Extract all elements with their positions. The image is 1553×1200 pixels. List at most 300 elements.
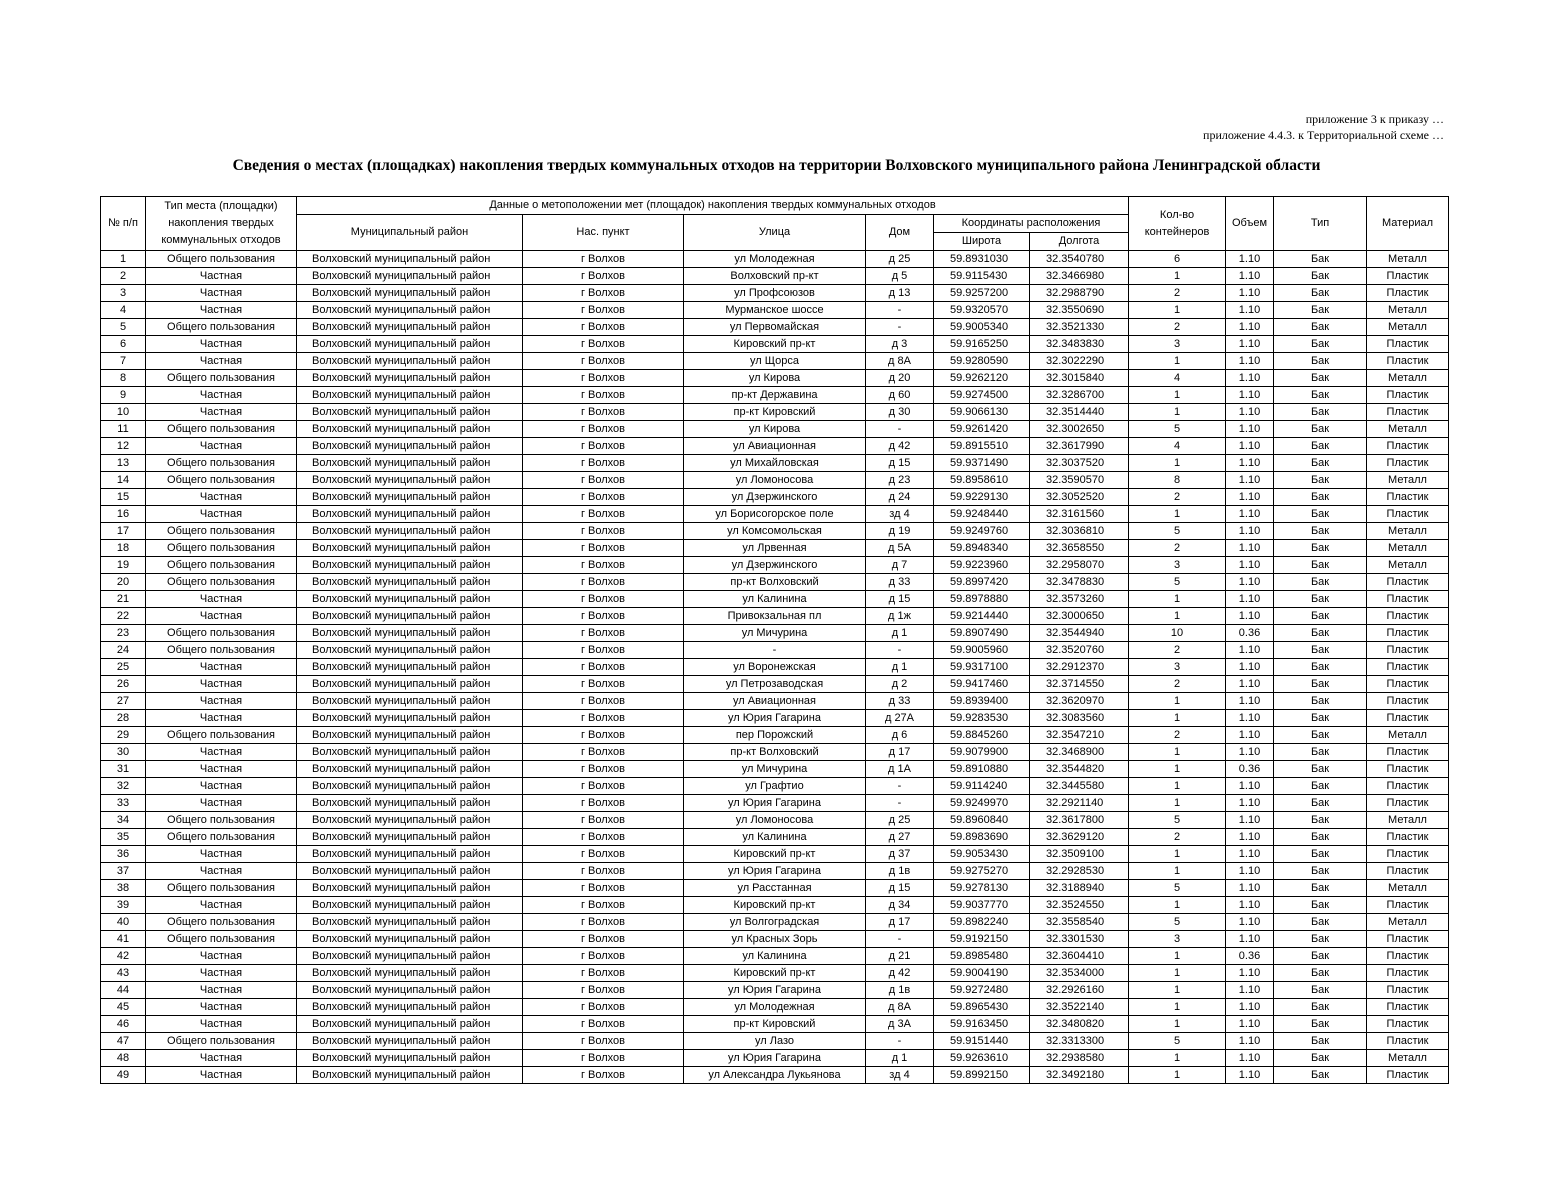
cell-street: Привокзальная пл bbox=[684, 608, 866, 625]
cell-settlement: г Волхов bbox=[523, 251, 684, 268]
cell-container-count: 1 bbox=[1129, 761, 1226, 778]
cell-longitude: 32.3629120 bbox=[1030, 829, 1129, 846]
cell-volume: 1.10 bbox=[1226, 302, 1274, 319]
cell-volume: 1.10 bbox=[1226, 421, 1274, 438]
cell-settlement: г Волхов bbox=[523, 387, 684, 404]
cell-house: д 1 bbox=[866, 1050, 934, 1067]
cell-settlement: г Волхов bbox=[523, 965, 684, 982]
cell-volume: 1.10 bbox=[1226, 319, 1274, 336]
cell-street: ул Красных Зорь bbox=[684, 931, 866, 948]
cell-container-count: 3 bbox=[1129, 931, 1226, 948]
cell-container-count: 1 bbox=[1129, 608, 1226, 625]
cell-num: 23 bbox=[101, 625, 146, 642]
cell-volume: 1.10 bbox=[1226, 540, 1274, 557]
cell-street: ул Первомайская bbox=[684, 319, 866, 336]
cell-longitude: 32.3521330 bbox=[1030, 319, 1129, 336]
cell-district: Волховский муниципальный район bbox=[297, 897, 523, 914]
cell-site-type: Частная bbox=[146, 1067, 297, 1084]
cell-container-count: 2 bbox=[1129, 285, 1226, 302]
cell-num: 14 bbox=[101, 472, 146, 489]
cell-volume: 1.10 bbox=[1226, 370, 1274, 387]
cell-district: Волховский муниципальный район bbox=[297, 472, 523, 489]
cell-latitude: 59.9275270 bbox=[934, 863, 1030, 880]
cell-district: Волховский муниципальный район bbox=[297, 506, 523, 523]
cell-latitude: 59.9079900 bbox=[934, 744, 1030, 761]
cell-kind: Бак bbox=[1274, 812, 1367, 829]
cell-longitude: 32.2926160 bbox=[1030, 982, 1129, 999]
cell-material: Пластик bbox=[1367, 795, 1449, 812]
cell-street: ул Молодежная bbox=[684, 999, 866, 1016]
cell-longitude: 32.3466980 bbox=[1030, 268, 1129, 285]
cell-settlement: г Волхов bbox=[523, 710, 684, 727]
table-row bbox=[101, 302, 1449, 319]
cell-district: Волховский муниципальный район bbox=[297, 1067, 523, 1084]
cell-container-count: 4 bbox=[1129, 370, 1226, 387]
cell-container-count: 2 bbox=[1129, 642, 1226, 659]
cell-kind: Бак bbox=[1274, 489, 1367, 506]
cell-volume: 1.10 bbox=[1226, 387, 1274, 404]
cell-volume: 1.10 bbox=[1226, 710, 1274, 727]
cell-latitude: 59.9151440 bbox=[934, 1033, 1030, 1050]
cell-house: д 13 bbox=[866, 285, 934, 302]
cell-material: Пластик bbox=[1367, 965, 1449, 982]
cell-volume: 1.10 bbox=[1226, 897, 1274, 914]
cell-longitude: 32.3445580 bbox=[1030, 778, 1129, 795]
cell-volume: 1.10 bbox=[1226, 863, 1274, 880]
cell-longitude: 32.3558540 bbox=[1030, 914, 1129, 931]
table-row bbox=[101, 965, 1449, 982]
cell-volume: 1.10 bbox=[1226, 591, 1274, 608]
cell-district: Волховский муниципальный район bbox=[297, 982, 523, 999]
cell-house: д 60 bbox=[866, 387, 934, 404]
cell-longitude: 32.3015840 bbox=[1030, 370, 1129, 387]
table-row bbox=[101, 370, 1449, 387]
cell-street: пер Порожский bbox=[684, 727, 866, 744]
cell-site-type: Частная bbox=[146, 965, 297, 982]
cell-site-type: Общего пользования bbox=[146, 319, 297, 336]
cell-latitude: 59.8948340 bbox=[934, 540, 1030, 557]
cell-longitude: 32.3483830 bbox=[1030, 336, 1129, 353]
cell-settlement: г Волхов bbox=[523, 744, 684, 761]
cell-material: Пластик bbox=[1367, 829, 1449, 846]
cell-house: д 1А bbox=[866, 761, 934, 778]
cell-house: д 33 bbox=[866, 693, 934, 710]
cell-num: 40 bbox=[101, 914, 146, 931]
cell-district: Волховский муниципальный район bbox=[297, 676, 523, 693]
cell-volume: 1.10 bbox=[1226, 829, 1274, 846]
cell-num: 11 bbox=[101, 421, 146, 438]
cell-district: Волховский муниципальный район bbox=[297, 795, 523, 812]
cell-material: Пластик bbox=[1367, 931, 1449, 948]
cell-settlement: г Волхов bbox=[523, 574, 684, 591]
cell-site-type: Частная bbox=[146, 999, 297, 1016]
cell-num: 9 bbox=[101, 387, 146, 404]
cell-volume: 1.10 bbox=[1226, 1033, 1274, 1050]
table-row bbox=[101, 846, 1449, 863]
cell-material: Пластик bbox=[1367, 761, 1449, 778]
cell-kind: Бак bbox=[1274, 557, 1367, 574]
table-row bbox=[101, 999, 1449, 1016]
table-row bbox=[101, 591, 1449, 608]
cell-district: Волховский муниципальный район bbox=[297, 948, 523, 965]
cell-kind: Бак bbox=[1274, 1033, 1367, 1050]
cell-settlement: г Волхов bbox=[523, 880, 684, 897]
cell-site-type: Частная bbox=[146, 336, 297, 353]
cell-container-count: 1 bbox=[1129, 863, 1226, 880]
cell-container-count: 1 bbox=[1129, 1050, 1226, 1067]
cell-street: пр-кт Волховский bbox=[684, 744, 866, 761]
cell-container-count: 3 bbox=[1129, 557, 1226, 574]
cell-district: Волховский муниципальный район bbox=[297, 1016, 523, 1033]
cell-settlement: г Волхов bbox=[523, 829, 684, 846]
cell-material: Пластик bbox=[1367, 387, 1449, 404]
cell-kind: Бак bbox=[1274, 251, 1367, 268]
cell-latitude: 59.9249760 bbox=[934, 523, 1030, 540]
cell-street: ул Лазо bbox=[684, 1033, 866, 1050]
cell-latitude: 59.8997420 bbox=[934, 574, 1030, 591]
table-row bbox=[101, 574, 1449, 591]
table-row bbox=[101, 710, 1449, 727]
cell-latitude: 59.9262120 bbox=[934, 370, 1030, 387]
cell-container-count: 1 bbox=[1129, 965, 1226, 982]
cell-district: Волховский муниципальный район bbox=[297, 727, 523, 744]
cell-settlement: г Волхов bbox=[523, 778, 684, 795]
cell-site-type: Общего пользования bbox=[146, 880, 297, 897]
cell-latitude: 59.8983690 bbox=[934, 829, 1030, 846]
cell-material: Пластик bbox=[1367, 676, 1449, 693]
cell-longitude: 32.3617800 bbox=[1030, 812, 1129, 829]
cell-num: 36 bbox=[101, 846, 146, 863]
cell-site-type: Частная bbox=[146, 982, 297, 999]
cell-longitude: 32.3658550 bbox=[1030, 540, 1129, 557]
cell-house: д 15 bbox=[866, 880, 934, 897]
cell-num: 17 bbox=[101, 523, 146, 540]
cell-street: ул Ломоносова bbox=[684, 472, 866, 489]
cell-container-count: 1 bbox=[1129, 778, 1226, 795]
cell-longitude: 32.3520760 bbox=[1030, 642, 1129, 659]
cell-kind: Бак bbox=[1274, 472, 1367, 489]
table-row bbox=[101, 693, 1449, 710]
cell-volume: 1.10 bbox=[1226, 336, 1274, 353]
cell-latitude: 59.8965430 bbox=[934, 999, 1030, 1016]
cell-material: Пластик bbox=[1367, 625, 1449, 642]
cell-volume: 1.10 bbox=[1226, 676, 1274, 693]
table-row bbox=[101, 336, 1449, 353]
cell-longitude: 32.3161560 bbox=[1030, 506, 1129, 523]
cell-volume: 1.10 bbox=[1226, 557, 1274, 574]
cell-num: 4 bbox=[101, 302, 146, 319]
cell-house: д 25 bbox=[866, 812, 934, 829]
cell-house: д 21 bbox=[866, 948, 934, 965]
cell-district: Волховский муниципальный район bbox=[297, 829, 523, 846]
cell-volume: 1.10 bbox=[1226, 880, 1274, 897]
cell-num: 31 bbox=[101, 761, 146, 778]
cell-street: Кировский пр-кт bbox=[684, 897, 866, 914]
cell-material: Пластик bbox=[1367, 506, 1449, 523]
cell-latitude: 59.9257200 bbox=[934, 285, 1030, 302]
cell-site-type: Общего пользования bbox=[146, 1033, 297, 1050]
cell-num: 45 bbox=[101, 999, 146, 1016]
cell-kind: Бак bbox=[1274, 336, 1367, 353]
cell-settlement: г Волхов bbox=[523, 1050, 684, 1067]
cell-street: ул Кирова bbox=[684, 421, 866, 438]
cell-volume: 1.10 bbox=[1226, 642, 1274, 659]
cell-material: Пластик bbox=[1367, 846, 1449, 863]
cell-num: 27 bbox=[101, 693, 146, 710]
cell-house: д 2 bbox=[866, 676, 934, 693]
cell-kind: Бак bbox=[1274, 693, 1367, 710]
cell-volume: 1.10 bbox=[1226, 455, 1274, 472]
waste-sites-table bbox=[100, 196, 1449, 1084]
cell-container-count: 4 bbox=[1129, 438, 1226, 455]
cell-volume: 1.10 bbox=[1226, 999, 1274, 1016]
cell-longitude: 32.3036810 bbox=[1030, 523, 1129, 540]
cell-num: 28 bbox=[101, 710, 146, 727]
cell-district: Волховский муниципальный район bbox=[297, 438, 523, 455]
cell-site-type: Общего пользования bbox=[146, 812, 297, 829]
cell-volume: 1.10 bbox=[1226, 489, 1274, 506]
cell-latitude: 59.9320570 bbox=[934, 302, 1030, 319]
cell-site-type: Частная bbox=[146, 268, 297, 285]
cell-settlement: г Волхов bbox=[523, 1033, 684, 1050]
cell-volume: 1.10 bbox=[1226, 693, 1274, 710]
table-row bbox=[101, 455, 1449, 472]
cell-num: 46 bbox=[101, 1016, 146, 1033]
cell-settlement: г Волхов bbox=[523, 761, 684, 778]
cell-kind: Бак bbox=[1274, 574, 1367, 591]
cell-latitude: 59.9214440 bbox=[934, 608, 1030, 625]
cell-longitude: 32.3468900 bbox=[1030, 744, 1129, 761]
cell-latitude: 59.9004190 bbox=[934, 965, 1030, 982]
cell-latitude: 59.8907490 bbox=[934, 625, 1030, 642]
cell-container-count: 1 bbox=[1129, 795, 1226, 812]
cell-site-type: Частная bbox=[146, 302, 297, 319]
cell-latitude: 59.9163450 bbox=[934, 1016, 1030, 1033]
cell-container-count: 1 bbox=[1129, 268, 1226, 285]
cell-longitude: 32.3037520 bbox=[1030, 455, 1129, 472]
cell-street: ул Петрозаводская bbox=[684, 676, 866, 693]
table-row bbox=[101, 489, 1449, 506]
cell-material: Пластик bbox=[1367, 693, 1449, 710]
cell-settlement: г Волхов bbox=[523, 659, 684, 676]
cell-container-count: 1 bbox=[1129, 897, 1226, 914]
cell-longitude: 32.3524550 bbox=[1030, 897, 1129, 914]
cell-material: Пластик bbox=[1367, 489, 1449, 506]
cell-house: - bbox=[866, 319, 934, 336]
cell-house: д 15 bbox=[866, 591, 934, 608]
cell-container-count: 2 bbox=[1129, 540, 1226, 557]
cell-settlement: г Волхов bbox=[523, 846, 684, 863]
cell-street: ул Волгоградская bbox=[684, 914, 866, 931]
cell-material: Пластик bbox=[1367, 863, 1449, 880]
cell-site-type: Общего пользования bbox=[146, 931, 297, 948]
table-row bbox=[101, 914, 1449, 931]
table-row bbox=[101, 1050, 1449, 1067]
cell-street: ул Калинина bbox=[684, 591, 866, 608]
cell-kind: Бак bbox=[1274, 744, 1367, 761]
cell-latitude: 59.9263610 bbox=[934, 1050, 1030, 1067]
cell-latitude: 59.8915510 bbox=[934, 438, 1030, 455]
cell-latitude: 59.9272480 bbox=[934, 982, 1030, 999]
cell-latitude: 59.9317100 bbox=[934, 659, 1030, 676]
table-row bbox=[101, 676, 1449, 693]
cell-street: Кировский пр-кт bbox=[684, 965, 866, 982]
cell-container-count: 1 bbox=[1129, 948, 1226, 965]
cell-material: Пластик bbox=[1367, 574, 1449, 591]
cell-container-count: 5 bbox=[1129, 421, 1226, 438]
table-row bbox=[101, 1033, 1449, 1050]
cell-settlement: г Волхов bbox=[523, 421, 684, 438]
table-row bbox=[101, 421, 1449, 438]
cell-settlement: г Волхов bbox=[523, 931, 684, 948]
cell-site-type: Частная bbox=[146, 489, 297, 506]
cell-container-count: 1 bbox=[1129, 1016, 1226, 1033]
header-settlement: Нас. пункт bbox=[523, 215, 684, 251]
cell-street: Волховский пр-кт bbox=[684, 268, 866, 285]
cell-latitude: 59.9053430 bbox=[934, 846, 1030, 863]
cell-latitude: 59.8845260 bbox=[934, 727, 1030, 744]
cell-district: Волховский муниципальный район bbox=[297, 523, 523, 540]
cell-volume: 1.10 bbox=[1226, 931, 1274, 948]
cell-street: ул Профсоюзов bbox=[684, 285, 866, 302]
cell-district: Волховский муниципальный район bbox=[297, 608, 523, 625]
cell-container-count: 1 bbox=[1129, 353, 1226, 370]
cell-num: 21 bbox=[101, 591, 146, 608]
cell-site-type: Частная bbox=[146, 608, 297, 625]
cell-latitude: 59.9005340 bbox=[934, 319, 1030, 336]
cell-num: 44 bbox=[101, 982, 146, 999]
table-row bbox=[101, 625, 1449, 642]
cell-volume: 1.10 bbox=[1226, 965, 1274, 982]
table-row bbox=[101, 778, 1449, 795]
table-row bbox=[101, 897, 1449, 914]
cell-district: Волховский муниципальный район bbox=[297, 642, 523, 659]
cell-settlement: г Волхов bbox=[523, 506, 684, 523]
header-num: № п/п bbox=[101, 197, 146, 251]
cell-volume: 1.10 bbox=[1226, 268, 1274, 285]
cell-volume: 0.36 bbox=[1226, 625, 1274, 642]
cell-site-type: Частная bbox=[146, 438, 297, 455]
cell-container-count: 5 bbox=[1129, 574, 1226, 591]
cell-volume: 1.10 bbox=[1226, 982, 1274, 999]
cell-settlement: г Волхов bbox=[523, 914, 684, 931]
cell-num: 37 bbox=[101, 863, 146, 880]
cell-settlement: г Волхов bbox=[523, 625, 684, 642]
cell-num: 12 bbox=[101, 438, 146, 455]
cell-num: 39 bbox=[101, 897, 146, 914]
cell-latitude: 59.9249970 bbox=[934, 795, 1030, 812]
cell-latitude: 59.8910880 bbox=[934, 761, 1030, 778]
header-material: Материал bbox=[1367, 197, 1449, 251]
cell-longitude: 32.3286700 bbox=[1030, 387, 1129, 404]
cell-kind: Бак bbox=[1274, 948, 1367, 965]
cell-kind: Бак bbox=[1274, 982, 1367, 999]
table-row bbox=[101, 608, 1449, 625]
cell-container-count: 1 bbox=[1129, 591, 1226, 608]
cell-kind: Бак bbox=[1274, 931, 1367, 948]
cell-district: Волховский муниципальный район bbox=[297, 574, 523, 591]
cell-volume: 1.10 bbox=[1226, 251, 1274, 268]
cell-settlement: г Волхов bbox=[523, 897, 684, 914]
cell-material: Металл bbox=[1367, 880, 1449, 897]
header-volume: Объем bbox=[1226, 197, 1274, 251]
cell-street: пр-кт Волховский bbox=[684, 574, 866, 591]
cell-house: зд 4 bbox=[866, 506, 934, 523]
cell-material: Пластик bbox=[1367, 285, 1449, 302]
cell-settlement: г Волхов bbox=[523, 557, 684, 574]
cell-site-type: Частная bbox=[146, 897, 297, 914]
cell-material: Пластик bbox=[1367, 642, 1449, 659]
cell-material: Металл bbox=[1367, 251, 1449, 268]
cell-district: Волховский муниципальный район bbox=[297, 931, 523, 948]
table-row bbox=[101, 829, 1449, 846]
cell-settlement: г Волхов bbox=[523, 1016, 684, 1033]
cell-latitude: 59.8960840 bbox=[934, 812, 1030, 829]
cell-material: Металл bbox=[1367, 540, 1449, 557]
cell-kind: Бак bbox=[1274, 1050, 1367, 1067]
cell-house: д 17 bbox=[866, 744, 934, 761]
table-row bbox=[101, 1067, 1449, 1084]
cell-site-type: Общего пользования bbox=[146, 421, 297, 438]
cell-street: ул Воронежская bbox=[684, 659, 866, 676]
cell-volume: 1.10 bbox=[1226, 744, 1274, 761]
cell-street: Мурманское шоссе bbox=[684, 302, 866, 319]
header-location-group: Данные о метоположении мет (площадок) накопления твердых коммунальных отходов bbox=[297, 197, 1129, 215]
cell-material: Металл bbox=[1367, 472, 1449, 489]
cell-street: ул Кирова bbox=[684, 370, 866, 387]
cell-longitude: 32.3000650 bbox=[1030, 608, 1129, 625]
cell-latitude: 59.8985480 bbox=[934, 948, 1030, 965]
table-row bbox=[101, 353, 1449, 370]
cell-longitude: 32.2921140 bbox=[1030, 795, 1129, 812]
table-row bbox=[101, 472, 1449, 489]
cell-street: Кировский пр-кт bbox=[684, 336, 866, 353]
cell-district: Волховский муниципальный район bbox=[297, 455, 523, 472]
cell-volume: 0.36 bbox=[1226, 761, 1274, 778]
header-container-count: Кол-во контейнеров bbox=[1129, 197, 1226, 251]
cell-longitude: 32.3544940 bbox=[1030, 625, 1129, 642]
cell-container-count: 3 bbox=[1129, 336, 1226, 353]
cell-district: Волховский муниципальный район bbox=[297, 285, 523, 302]
cell-material: Металл bbox=[1367, 914, 1449, 931]
cell-num: 38 bbox=[101, 880, 146, 897]
cell-house: д 5 bbox=[866, 268, 934, 285]
cell-street: пр-кт Державина bbox=[684, 387, 866, 404]
cell-volume: 1.10 bbox=[1226, 1050, 1274, 1067]
cell-settlement: г Волхов bbox=[523, 948, 684, 965]
cell-street: пр-кт Кировский bbox=[684, 404, 866, 421]
cell-house: - bbox=[866, 302, 934, 319]
cell-settlement: г Волхов bbox=[523, 523, 684, 540]
cell-material: Пластик bbox=[1367, 608, 1449, 625]
cell-street: ул Расстанная bbox=[684, 880, 866, 897]
cell-container-count: 8 bbox=[1129, 472, 1226, 489]
cell-site-type: Частная bbox=[146, 846, 297, 863]
cell-kind: Бак bbox=[1274, 319, 1367, 336]
cell-site-type: Частная bbox=[146, 387, 297, 404]
cell-settlement: г Волхов bbox=[523, 999, 684, 1016]
cell-house: д 20 bbox=[866, 370, 934, 387]
table-row bbox=[101, 438, 1449, 455]
cell-material: Металл bbox=[1367, 523, 1449, 540]
cell-house: д 1в bbox=[866, 863, 934, 880]
cell-street: ул Авиационная bbox=[684, 438, 866, 455]
cell-container-count: 3 bbox=[1129, 659, 1226, 676]
cell-material: Металл bbox=[1367, 1050, 1449, 1067]
cell-district: Волховский муниципальный район bbox=[297, 302, 523, 319]
cell-district: Волховский муниципальный район bbox=[297, 370, 523, 387]
table-row bbox=[101, 863, 1449, 880]
